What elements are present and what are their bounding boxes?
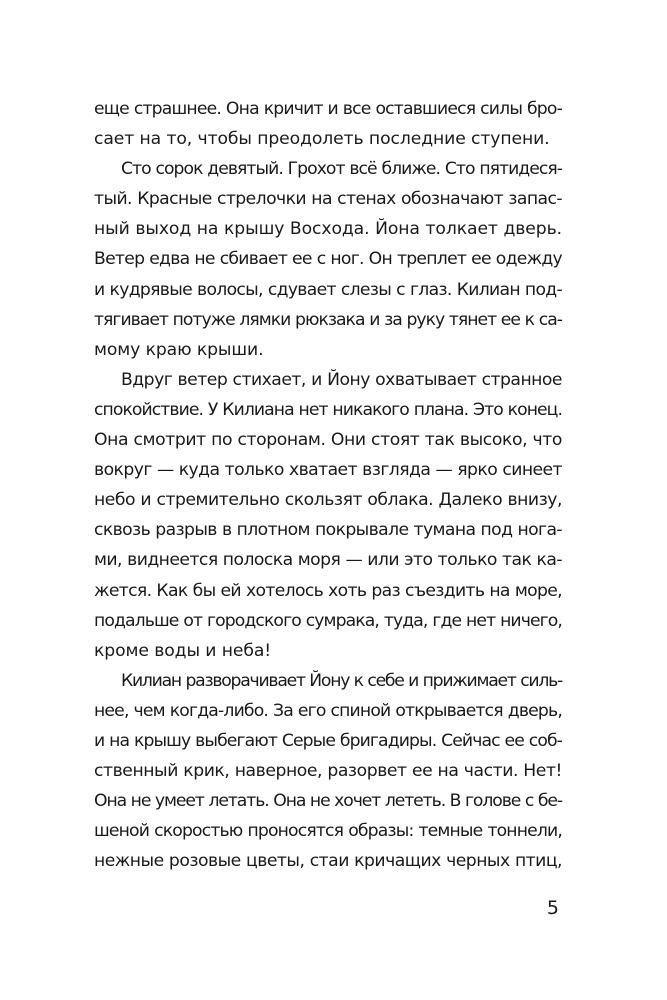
text-line: ный выход на крышу Восхода. Йона толкает дверь. [94,219,562,240]
text-line: Она смотрит по сторонам. Они стоят так высоко, что [94,430,562,451]
text-line: сает на то, чтобы преодолеть последние ступени. [94,129,550,150]
text-line: сквозь разрыв в плотном покрывале тумана под нога- [94,520,562,541]
text-line: кроме воды и неба! [94,640,272,661]
text-line: ственный крик, наверное, разорвет ее на части. Нет! [94,761,562,782]
text-line: мому краю крыши. [94,339,264,360]
page-number: 5 [546,897,559,919]
text-line: Сто сорок девятый. Грохот всё ближе. Сто пятидеся- [121,159,562,180]
text-line: еще страшнее. Она кричит и все оставшиеся силы бро- [94,99,562,119]
text-line: тый. Красные стрелочки на стенах обозначают запас- [94,189,562,210]
body-text [94,94,562,876]
text-line: ми, виднеется полоска моря — или это только так ка- [94,550,562,571]
text-line: Килиан разворачивает Йону к себе и прижимает силь- [121,670,562,691]
text-line: жется. Как бы ей хотелось хоть раз съездить на море, [94,580,562,601]
text-line: нее, чем когда-либо. За его спиной открывается дверь, [94,700,562,721]
text-line: Ветер едва не сбивает ее с ног. Он треплет ее одежду [94,249,562,270]
text-line: Она не умеет летать. Она не хочет лететь. В голове с бе- [94,791,562,812]
text-line: подальше от городского сумрака, туда, где нет ничего, [94,610,562,631]
text-line: тягивает потуже лямки рюкзака и за руку тянет ее к са- [94,309,562,330]
text-line: вокруг — куда только хватает взгляда — ярко синеет [94,460,562,481]
text-line: Вдруг ветер стихает, и Йону охватывает странное [121,369,562,390]
text-line: и кудрявые волосы, сдувает слезы с глаз. Килиан под- [94,279,562,300]
text-line: спокойствие. У Килиана нет никакого плана. Это конец. [94,399,562,420]
text-line: и на крышу выбегают Серые бригадиры. Сейчас ее соб- [94,730,562,751]
text-line: нежные розовые цветы, стаи кричащих черных птиц, [94,851,562,872]
text-line: шеной скоростью проносятся образы: темные тоннели, [94,821,562,842]
text-line: небо и стремительно скользят облака. Далеко внизу, [94,490,562,511]
